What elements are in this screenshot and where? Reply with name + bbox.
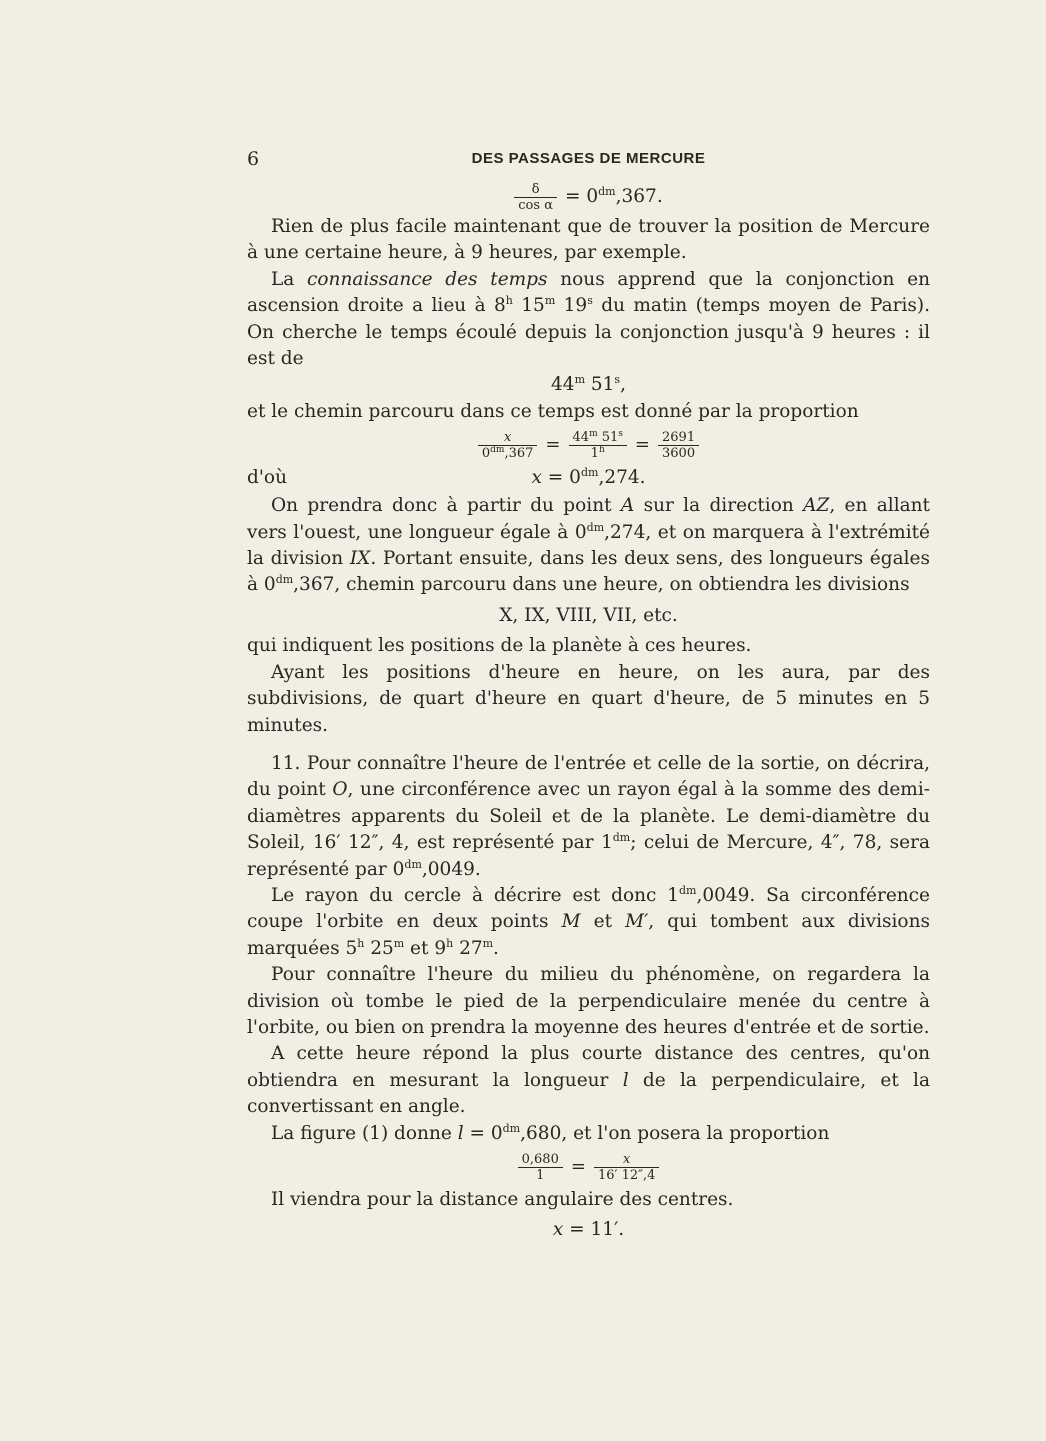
paragraph: qui indiquent les positions de la planète à ces heures.: [247, 635, 752, 657]
fraction: [514, 182, 557, 213]
fraction: $\frac{x}{0^{dm},367}$: [478, 430, 538, 461]
fraction: $\frac{x}{16' 12'',4}$: [594, 1152, 659, 1183]
paragraph-section-11: 11. Pour connaître l'heure de l'entrée et celle de la sortie, on décrira, du point O, une circonférence avec un rayon égal à la somme des demi-diamètres apparents du Soleil et de la planète. Le demi-diamètre du Soleil, 16′ 12″, 4, est représenté par $1^{dm}$; celui de Mercure, 4″, 78, sera représenté par $0^{dm},0049$.: [247, 752, 931, 880]
body-text: [247, 180, 930, 1244]
equation-result-x: d'où $x = 0^{dm},274$.: [247, 466, 646, 489]
paragraph: Rien de plus facile maintenant que de trouver la position de Mercure à une certaine heure, à 9 heures, par exemple.: [247, 216, 930, 264]
paragraph: et le chemin parcouru dans ce temps est donné par la proportion: [247, 400, 859, 422]
equation-final-x: x = 11′.: [552, 1219, 625, 1241]
paragraph: Il viendra pour la distance angulaire des centres.: [271, 1189, 734, 1210]
fraction-numerator: δ: [514, 182, 557, 198]
equation-proportion: $\frac{x}{0^{dm},367}$ = $\frac{44^m 51^s}{1^h}$ = $\frac{2691}{3600}$: [247, 425, 930, 465]
divisions-list: X, IX, VIII, VII, etc.: [499, 604, 678, 626]
running-title: DES PASSAGES DE MERCURE: [471, 150, 706, 167]
paragraph: On prendra donc à partir du point A sur la direction AZ, en allant vers l'ouest, une longueur égale à $0^{dm},274$, et on marquera à l'extrémité la division IX. Portant ensuite, dans les deux sens, des longueurs égales à $0^{dm},367$, chemin parcouru dans une heure, on obtiendra les divisions: [247, 495, 930, 596]
equation-delta-cos: [247, 180, 930, 214]
paragraph: La connaissance des temps nous apprend que la conjonction en ascension droite a lieu à 8$^h$ 15$^m$ 19$^s$ du matin (temps moyen de Paris). On cherche le temps écoulé depuis la conjonction jusqu'à 9 heures : il est de: [247, 268, 931, 370]
fraction: $\frac{0,680}{1}$: [518, 1152, 563, 1183]
equation-elapsed-time: 44$^m$ 51$^s$,: [551, 373, 626, 396]
paragraph: Pour connaître l'heure du milieu du phénomène, on regardera la division où tombe le pied de la perpendiculaire menée du centre à l'orbite, ou bien on prendra la moyenne des heures d'entrée et de sortie.: [247, 964, 930, 1038]
fraction: $\frac{2691}{3600}$: [658, 430, 699, 461]
page-number: 6: [247, 148, 260, 170]
fraction-denominator: cos α: [518, 197, 553, 213]
paragraph: Le rayon du cercle à décrire est donc $1^{dm},0049$. Sa circonférence coupe l'orbite en deux points M et M′, qui tombent aux divisions marquées 5$^h$ 25$^m$ et 9$^h$ 27$^m$.: [247, 883, 930, 959]
paragraph: La figure (1) donne $l = 0^{dm},680$, et l'on posera la proportion: [271, 1121, 830, 1144]
paragraph: A cette heure répond la plus courte distance des centres, qu'on obtiendra en mesurant la longueur l de la perpendiculaire, et la convertissant en angle.: [247, 1043, 930, 1118]
fraction: $\frac{44^m 51^s}{1^h}$: [569, 430, 627, 461]
equation-rhs: = $0^{dm},367$.: [564, 184, 663, 207]
equation-angular-proportion: $\frac{0,680}{1}$ = $\frac{x}{16' 12'',4}$: [247, 1147, 930, 1187]
paragraph: Ayant les positions d'heure en heure, on les aura, par des subdivisions, de quart d'heure en quart d'heure, de 5 minutes en 5 minutes.: [247, 661, 930, 736]
